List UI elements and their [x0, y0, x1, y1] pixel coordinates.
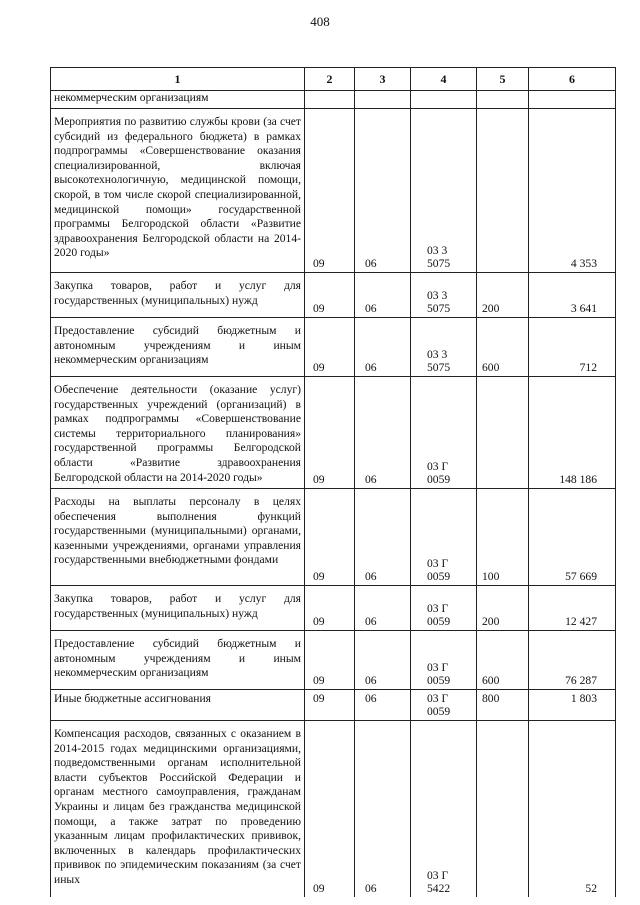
row-subsection: 06	[355, 690, 411, 721]
header-col-3: 3	[355, 68, 411, 91]
header-col-4: 4	[411, 68, 477, 91]
row-section: 09	[305, 377, 355, 489]
table-row	[51, 586, 616, 631]
row-subsection: 06	[355, 318, 411, 377]
page-number: 408	[310, 14, 330, 29]
budget-table	[50, 67, 616, 897]
row-target-article: 03 Г 0059	[411, 631, 477, 690]
header-col-6: 6	[529, 68, 616, 91]
table-row	[51, 318, 616, 377]
row-target-article: 03 3 5075	[411, 109, 477, 273]
row-subsection: 06	[355, 377, 411, 489]
row-expense-type: 600	[477, 631, 529, 690]
row-description: Иные бюджетные ассигнования	[51, 690, 305, 721]
row-section: 09	[305, 586, 355, 631]
row-expense-type	[477, 721, 529, 898]
row-section: 09	[305, 721, 355, 898]
header-col-5: 5	[477, 68, 529, 91]
table-row	[51, 721, 616, 898]
row-target-article: 03 3 5075	[411, 273, 477, 318]
row-section: 09	[305, 273, 355, 318]
header-col-2: 2	[305, 68, 355, 91]
row-section: 09	[305, 109, 355, 273]
table-row	[51, 91, 616, 109]
row-amount: 4 353	[529, 109, 616, 273]
row-target-article: 03 Г 0059	[411, 586, 477, 631]
table-row	[51, 690, 616, 721]
row-description: Закупка товаров, работ и услуг для государственных (муниципальных) нужд	[51, 586, 305, 631]
table-row	[51, 109, 616, 273]
row-expense-type	[477, 91, 529, 109]
row-subsection: 06	[355, 631, 411, 690]
row-amount: 148 186	[529, 377, 616, 489]
row-expense-type: 100	[477, 489, 529, 586]
row-amount: 57 669	[529, 489, 616, 586]
row-amount: 3 641	[529, 273, 616, 318]
row-description: Обеспечение деятельности (оказание услуг) государственных учреждений (организаций) в рамках подпрограммы «Совершенствование системы территориального планирования» государственной программы Белгородской области «Развитие здравоохранения Белгородской области на 2014-2020 годы»	[51, 377, 305, 489]
row-description: Компенсация расходов, связанных с оказанием в 2014-2015 годах медицинскими организациями, подведомственными органам исполнительной власти субъектов Российской Федерации и органам местного самоуправления, гражданам Украины и лицам без гражданства медицинской помощи, а также затрат по проведению указанным лицам профилактических прививок, включенных в календарь профилактических прививок по эпидемическим показаниям (за счет иных	[51, 721, 305, 898]
row-description: Мероприятия по развитию службы крови (за счет субсидий из федерального бюджета) в рамках подпрограммы «Совершенствование оказания специализированной, включая высокотехнологичную, медицинской помощи, скорой, в том числе скорой специализированной, медицинской помощи» государственной программы Белгородской области «Развитие здравоохранения Белгородской области на 2014-2020 годы»	[51, 109, 305, 273]
row-subsection: 06	[355, 586, 411, 631]
header-row	[51, 68, 616, 91]
row-target-article	[411, 91, 477, 109]
row-target-article: 03 3 5075	[411, 318, 477, 377]
row-expense-type	[477, 109, 529, 273]
header-col-1: 1	[51, 68, 305, 91]
row-expense-type	[477, 377, 529, 489]
table-row	[51, 273, 616, 318]
row-section	[305, 91, 355, 109]
row-amount	[529, 91, 616, 109]
row-target-article: 03 Г 0059	[411, 489, 477, 586]
row-subsection: 06	[355, 721, 411, 898]
row-description: Расходы на выплаты персоналу в целях обеспечения выполнения функций государственными (муниципальными) органами, казенными учреждениями, органами управления государственными внебюджетными фондами	[51, 489, 305, 586]
row-amount: 52	[529, 721, 616, 898]
row-subsection: 06	[355, 273, 411, 318]
row-amount: 1 803	[529, 690, 616, 721]
row-expense-type: 200	[477, 586, 529, 631]
row-amount: 12 427	[529, 586, 616, 631]
row-description: Предоставление субсидий бюджетным и автономным учреждениям и иным некоммерческим организациям	[51, 631, 305, 690]
row-description: Предоставление субсидий бюджетным и автономным учреждениям и иным некоммерческим организациям	[51, 318, 305, 377]
table-row	[51, 489, 616, 586]
row-subsection: 06	[355, 109, 411, 273]
table-row	[51, 631, 616, 690]
row-section: 09	[305, 318, 355, 377]
row-amount: 712	[529, 318, 616, 377]
row-section: 09	[305, 690, 355, 721]
row-subsection: 06	[355, 489, 411, 586]
row-description: Закупка товаров, работ и услуг для государственных (муниципальных) нужд	[51, 273, 305, 318]
row-target-article: 03 Г 0059	[411, 690, 477, 721]
row-target-article: 03 Г 0059	[411, 377, 477, 489]
row-amount: 76 287	[529, 631, 616, 690]
table-row	[51, 377, 616, 489]
row-expense-type: 600	[477, 318, 529, 377]
row-subsection	[355, 91, 411, 109]
row-description: некоммерческим организациям	[51, 91, 305, 109]
row-expense-type: 800	[477, 690, 529, 721]
row-section: 09	[305, 489, 355, 586]
row-section: 09	[305, 631, 355, 690]
row-target-article: 03 Г 5422	[411, 721, 477, 898]
row-expense-type: 200	[477, 273, 529, 318]
